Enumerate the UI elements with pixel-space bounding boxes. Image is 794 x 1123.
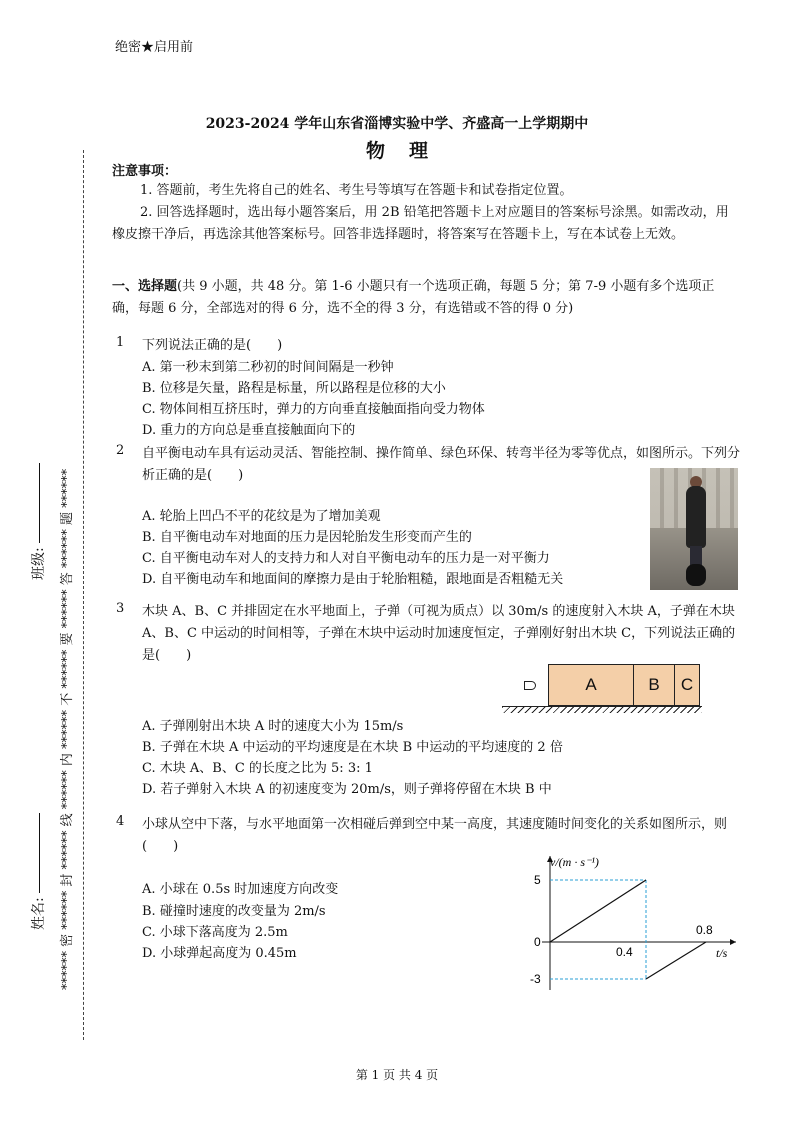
question-2-option-a: A. 轮胎上凹凸不平的花纹是为了增加美观 [142, 509, 381, 524]
question-1-stem: 下列说法正确的是( ) [142, 338, 283, 353]
class-underline [38, 463, 40, 543]
binding-dashed-line [83, 150, 84, 1040]
velocity-time-graph [524, 850, 744, 1000]
x-tick-0-4: 0.4 [616, 945, 633, 959]
question-3-option-c: C. 木块 A、B、C 的长度之比为 5: 3: 1 [142, 761, 373, 776]
question-3-stem: 木块 A、B、C 并排固定在水平地面上，子弹（可视为质点）以 30m/s 的速度射入木块 A，子弹在木块 A、B、C 中运动的时间相等，子弹在木块中运动时加速度恒定，子弹刚好射出木块 C，下列说法正确的是( ) [142, 604, 736, 663]
confidential-mark: 绝密★启用前 [115, 40, 194, 55]
question-1-option-b: B. 位移是矢量，路程是标量，所以路程是位移的大小 [142, 381, 446, 396]
question-1-option-c: C. 物体间相互挤压时，弹力的方向垂直接触面指向受力物体 [142, 402, 485, 417]
x-tick-0-8: 0.8 [696, 923, 713, 937]
section-desc: (共 9 小题，共 48 分。第 1-6 小题只有一个选项正确，每题 5 分；第 7-9 小题有多个选项正确，每题 6 分，全部选对的得 6 分，选不全的得 3 分，有选错或不答的得 0 分) [112, 279, 715, 316]
rider-body [686, 486, 706, 548]
name-label: 姓名: [31, 897, 47, 930]
bullet-icon [524, 681, 536, 690]
block-b: B [633, 664, 675, 706]
subject-title: 物理 [365, 140, 452, 162]
self-balancing-scooter-photo [650, 468, 738, 590]
question-2-option-c: C. 自平衡电动车对人的支持力和人对自平衡电动车的压力是一对平衡力 [142, 551, 550, 566]
block-a: A [548, 664, 634, 706]
scooter-wheel [686, 564, 706, 586]
notice-item-2: 2. 回答选择题时，选出每小题答案后，用 2B 铅笔把答题卡上对应题目的答案标号涂黑。如需改动，用橡皮擦干净后，再选涂其他答案标号。回答非选择题时，将答案写在答题卡上，写在本试卷上无效。 [112, 205, 729, 242]
question-2-number: 2 [116, 443, 125, 458]
notice-item-1: 1. 答题前，考生先将自己的姓名、考生号等填写在答题卡和试卷指定位置。 [140, 183, 573, 198]
question-1-option-a: A. 第一秒末到第二秒初的时间间隔是一秒钟 [142, 360, 394, 375]
notice-title: 注意事项： [112, 164, 178, 179]
origin-label: 0 [534, 935, 541, 949]
question-3-number: 3 [116, 601, 125, 616]
class-label: 班级: [31, 547, 47, 580]
question-4-option-b: B. 碰撞时速度的改变量为 2m/s [142, 904, 326, 919]
y-tick-neg3: -3 [530, 972, 541, 986]
question-1-option-d: D. 重力的方向总是垂直接触面向下的 [142, 423, 356, 438]
section-title: 一、选择题 [112, 279, 178, 294]
fall-segment [550, 880, 646, 942]
name-underline [38, 813, 40, 893]
question-4-number: 4 [116, 814, 125, 829]
page-footer: 第 1 页 共 4 页 [355, 1068, 439, 1082]
question-4-option-d: D. 小球弹起高度为 0.45m [142, 946, 297, 961]
question-4-option-a: A. 小球在 0.5s 时加速度方向改变 [142, 882, 339, 897]
y-tick-5: 5 [534, 873, 541, 887]
exam-title: 2023-2024 学年山东省淄博实验中学、齐盛高一上学期期中 [205, 116, 589, 132]
question-4-option-c: C. 小球下落高度为 2.5m [142, 925, 288, 940]
question-2-option-d: D. 自平衡电动车和地面间的摩擦力是由于轮胎粗糙，跟地面是否粗糙无关 [142, 572, 564, 587]
class-field-label [28, 463, 48, 580]
y-axis-label: v/(m · s⁻¹) [550, 855, 599, 869]
rebound-segment [646, 942, 706, 979]
question-3-option-a: A. 子弹刚射出木块 A 时的速度大小为 15m/s [142, 719, 404, 734]
question-3-option-d: D. 若子弹射入木块 A 的初速度变为 20m/s，则子弹将停留在木块 B 中 [142, 782, 552, 797]
name-field-label [28, 813, 48, 930]
question-3-option-b: B. 子弹在木块 A 中运动的平均速度是在木块 B 中运动的平均速度的 2 倍 [142, 740, 563, 755]
binding-warning: ****** 密 ****** 封 ****** 线 ****** 内 ****** 不 ****** 要 ****** 答 ****** 题 ****** [60, 468, 75, 990]
question-2-option-b: B. 自平衡电动车对地面的压力是因轮胎发生形变而产生的 [142, 530, 472, 545]
x-axis-label: t/s [716, 946, 728, 960]
ground-hatch [502, 707, 702, 713]
question-2-stem: 自平衡电动车具有运动灵活、智能控制、操作简单、绿色环保、转弯半径为零等优点，如图所示。下列分析正确的是( ) [142, 446, 741, 483]
bullet-blocks-figure [498, 664, 706, 714]
question-1-number: 1 [116, 335, 125, 350]
block-c: C [674, 664, 700, 706]
question-4-stem: 小球从空中下落，与水平地面第一次相碰后弹到空中某一高度，其速度随时间变化的关系如图所示，则( ) [142, 817, 728, 854]
section-heading [112, 276, 738, 320]
